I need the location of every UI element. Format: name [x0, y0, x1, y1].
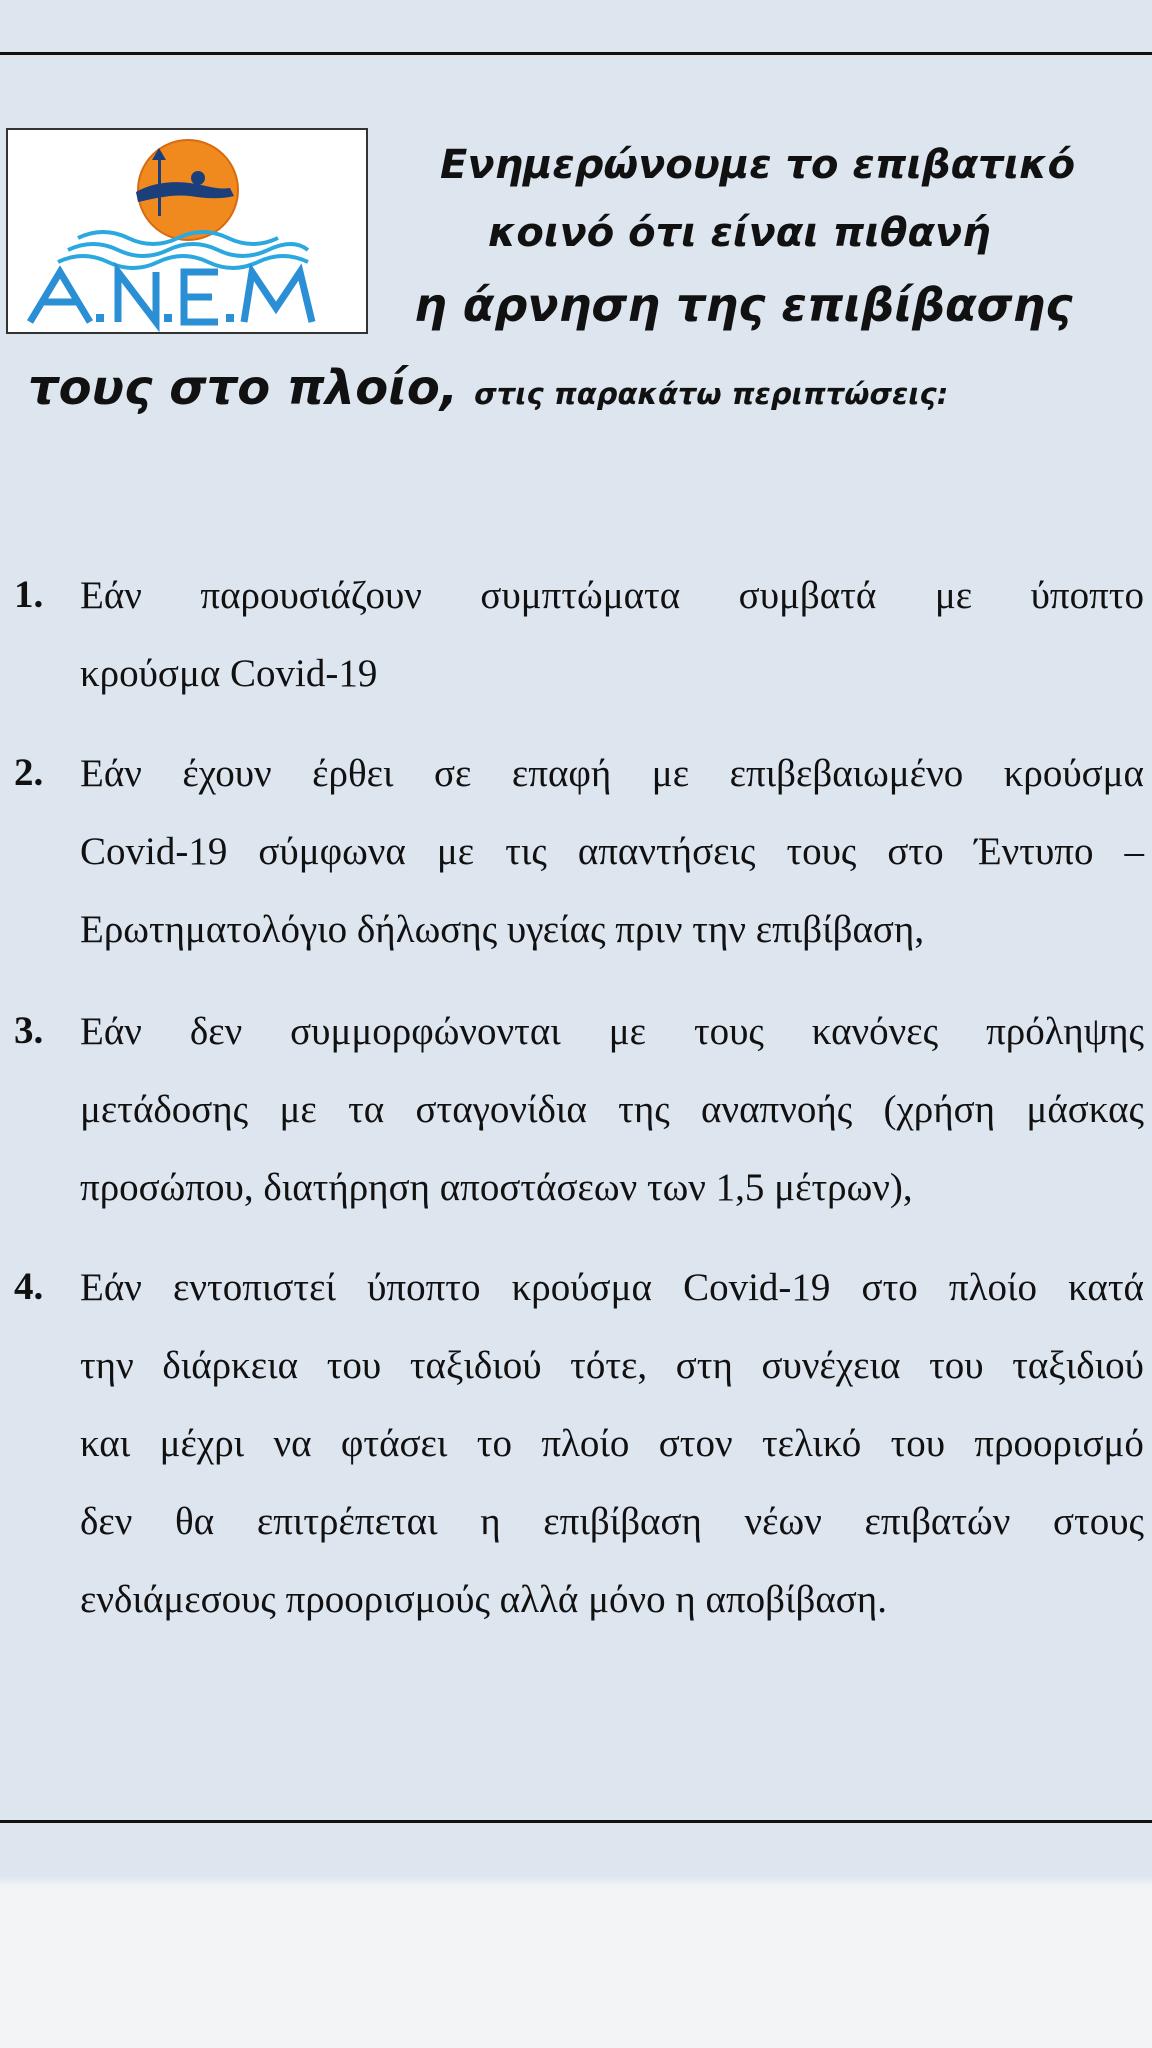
word: συμπτώματα: [480, 574, 681, 617]
word: τα: [348, 1088, 385, 1131]
word: προορισμό: [974, 1422, 1144, 1465]
item-line: [80, 1342, 1144, 1390]
word: τελικό: [761, 1422, 862, 1465]
word: αναπνοής: [701, 1088, 853, 1131]
item-line: [80, 1264, 1144, 1312]
word: στον: [658, 1422, 733, 1465]
word: κανόνες: [811, 1010, 939, 1053]
word: συνέχεια: [761, 1344, 901, 1387]
word: σταγονίδια: [415, 1088, 587, 1131]
word: ταξιδιού: [409, 1344, 542, 1387]
item-number: 4.: [14, 1265, 44, 1308]
item-line: [80, 828, 1144, 876]
word: με: [436, 830, 475, 873]
word: στο: [887, 830, 944, 873]
anem-logo: [6, 128, 368, 334]
word: έχουν: [182, 752, 272, 795]
word: Covid-19: [683, 1266, 831, 1309]
word: του: [326, 1344, 382, 1387]
word: πλοίο: [948, 1266, 1037, 1309]
word: σε: [434, 752, 472, 795]
word: με: [651, 752, 690, 795]
word: ύποπτο: [1030, 574, 1144, 617]
item-line: [80, 1086, 1144, 1134]
word: διάρκεια: [162, 1344, 299, 1387]
item-line: προσώπου, διατήρηση αποστάσεων των 1,5 μέτρων),: [80, 1166, 913, 1209]
word: (χρήση: [883, 1088, 996, 1131]
bottom-divider: [0, 1820, 1152, 1823]
word: εντοπιστεί: [173, 1266, 336, 1309]
word: με: [934, 574, 973, 617]
word: τότε,: [570, 1344, 648, 1387]
word: Εάν: [80, 1010, 142, 1053]
word: να: [273, 1422, 312, 1465]
word: νέων: [744, 1500, 822, 1543]
word: με: [279, 1088, 317, 1131]
word: του: [929, 1344, 984, 1387]
word: τους: [786, 830, 857, 873]
word: συμβατά: [738, 574, 877, 617]
word: Έντυπο: [974, 830, 1094, 873]
word: ταξιδιού: [1012, 1344, 1144, 1387]
word: στη: [675, 1344, 733, 1387]
headline-line-4-rest: στις παρακάτω περιπτώσεις:: [474, 377, 949, 411]
word: κρούσμα: [511, 1266, 652, 1309]
headline-line-1: Ενημερώνουμε το επιβατικό: [440, 142, 1076, 188]
word: απαντήσεις: [577, 830, 756, 873]
word: το: [476, 1422, 512, 1465]
word: δεν: [80, 1500, 133, 1543]
item-number: 3.: [14, 1009, 44, 1052]
word: επαφή: [511, 752, 612, 795]
word: κατά: [1068, 1266, 1144, 1309]
word: της: [618, 1088, 670, 1131]
word: επιβεβαιωμένο: [729, 752, 964, 795]
item-line: [80, 1498, 1144, 1546]
word: συμμορφώνονται: [290, 1010, 561, 1053]
word: τις: [505, 830, 547, 873]
word: πρόληψης: [986, 1010, 1144, 1053]
word: στο: [861, 1266, 918, 1309]
item-line: ενδιάμεσους προορισμούς αλλά μόνο η αποβίβαση.: [80, 1578, 887, 1621]
word: την: [80, 1344, 134, 1387]
word: Εάν: [80, 1266, 142, 1309]
word: και: [80, 1422, 131, 1465]
word: –: [1124, 830, 1144, 873]
word: στους: [1053, 1500, 1144, 1543]
waves-icon: [58, 232, 308, 268]
word: θα: [175, 1500, 215, 1543]
word: μέχρι: [159, 1422, 245, 1465]
item-line: [80, 750, 1144, 798]
word: του: [890, 1422, 946, 1465]
item-line: [80, 572, 1144, 620]
item-line: [80, 1420, 1144, 1468]
anem-letters-icon: [30, 272, 312, 322]
word: τους: [693, 1010, 764, 1053]
word: επιβατών: [864, 1500, 1011, 1543]
word: Covid-19: [80, 830, 228, 873]
item-line: κρούσμα Covid-19: [80, 652, 378, 695]
top-divider: [0, 52, 1152, 55]
item-number: 2.: [14, 751, 44, 794]
word: δεν: [189, 1010, 243, 1053]
headline-line-4-main: τους στο πλοίο,: [28, 360, 459, 416]
headline-line-2: κοινό ότι είναι πιθανή: [488, 210, 991, 256]
word: μετάδοσης: [80, 1088, 249, 1131]
word: κρούσμα: [1003, 752, 1144, 795]
word: φτάσει: [340, 1422, 448, 1465]
word: παρουσιάζουν: [200, 574, 422, 617]
word: σύμφωνα: [258, 830, 406, 873]
word: Εάν: [80, 574, 142, 617]
word: Εάν: [80, 752, 142, 795]
word: μάσκας: [1026, 1088, 1144, 1131]
word: έρθει: [312, 752, 394, 795]
word: με: [608, 1010, 647, 1053]
item-line: Ερωτηματολόγιο δήλωσης υγείας πριν την επιβίβαση,: [80, 908, 925, 951]
word: επιβίβαση: [543, 1500, 702, 1543]
word: ύποπτο: [367, 1266, 481, 1309]
headline-line-3: η άρνηση της επιβίβασης: [414, 278, 1073, 332]
word: πλοίο: [541, 1422, 630, 1465]
word: επιτρέπεται: [256, 1500, 438, 1543]
item-number: 1.: [14, 573, 44, 616]
item-line: [80, 1008, 1144, 1056]
panel-edge: [0, 1876, 1152, 1886]
headline-line-4: [28, 360, 948, 416]
word: η: [480, 1500, 501, 1543]
